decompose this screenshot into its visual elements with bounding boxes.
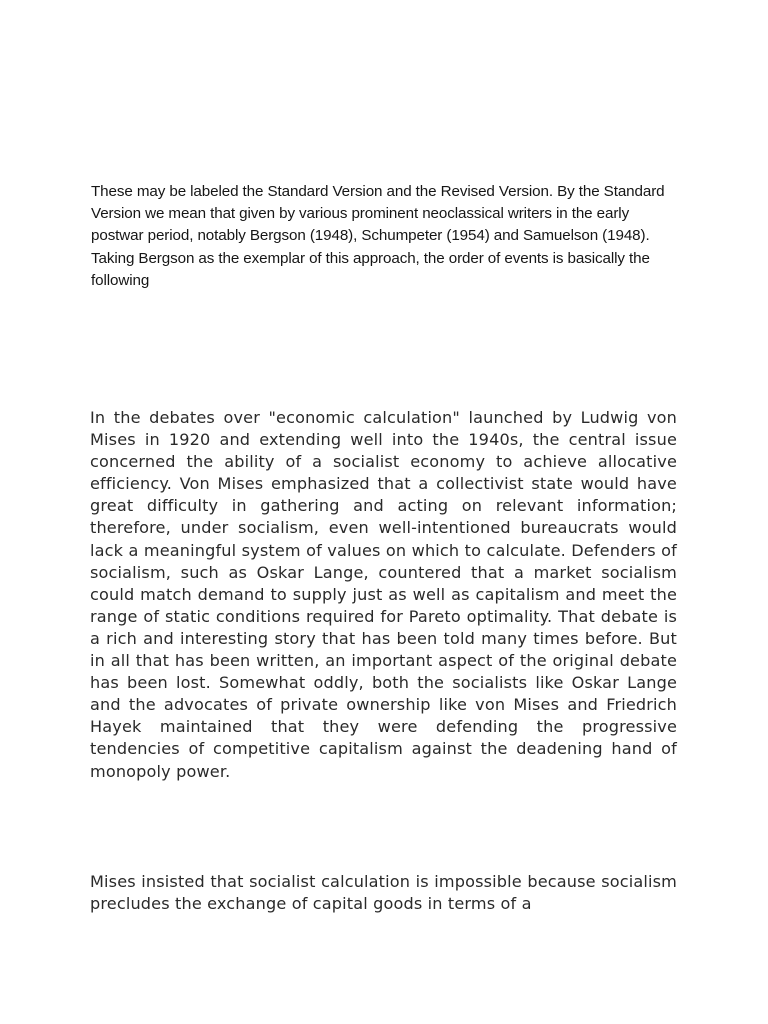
paragraph-economic-calculation-debate: In the debates over "economic calculation" launched by Ludwig von Mises in 1920 and extending well into the 1940s, the central issue concerned the ability of a socialist economy to achieve allocative efficiency. Von Mises emphasized that a collectivist state would have great difficulty in gathering and acting on relevant information; therefore, under socialism, even well-intentioned bureaucrats would lack a meaningful system of values on which to calculate. Defenders of socialism, such as Oskar Lange, countered that a market socialism could match demand to supply just as well as capitalism and meet the range of static conditions required for Pareto optimality. That debate is a rich and interesting story that has been told many times before. But in all that has been written, an important aspect of the original debate has been lost. Somewhat oddly, both the socialists like Oskar Lange and the advocates of private ownership like von Mises and Friedrich Hayek maintained that they were defending the progressive tendencies of competitive capitalism against the deadening hand of monopoly power.: [90, 408, 677, 781]
paragraph-standard-version: These may be labeled the Standard Version and the Revised Version. By the Standard Version we mean that given by various prominent neoclassical writers in the early postwar period, notably Bergson (1948), Schumpeter (1954) and Samuelson (1948). Taking Bergson as the exemplar of this approach, the order of events is basically the following: [91, 183, 665, 289]
paragraph-mises-calculation: Mises insisted that socialist calculation is impossible because socialism precludes the exchange of capital goods in terms of a: [90, 872, 677, 914]
